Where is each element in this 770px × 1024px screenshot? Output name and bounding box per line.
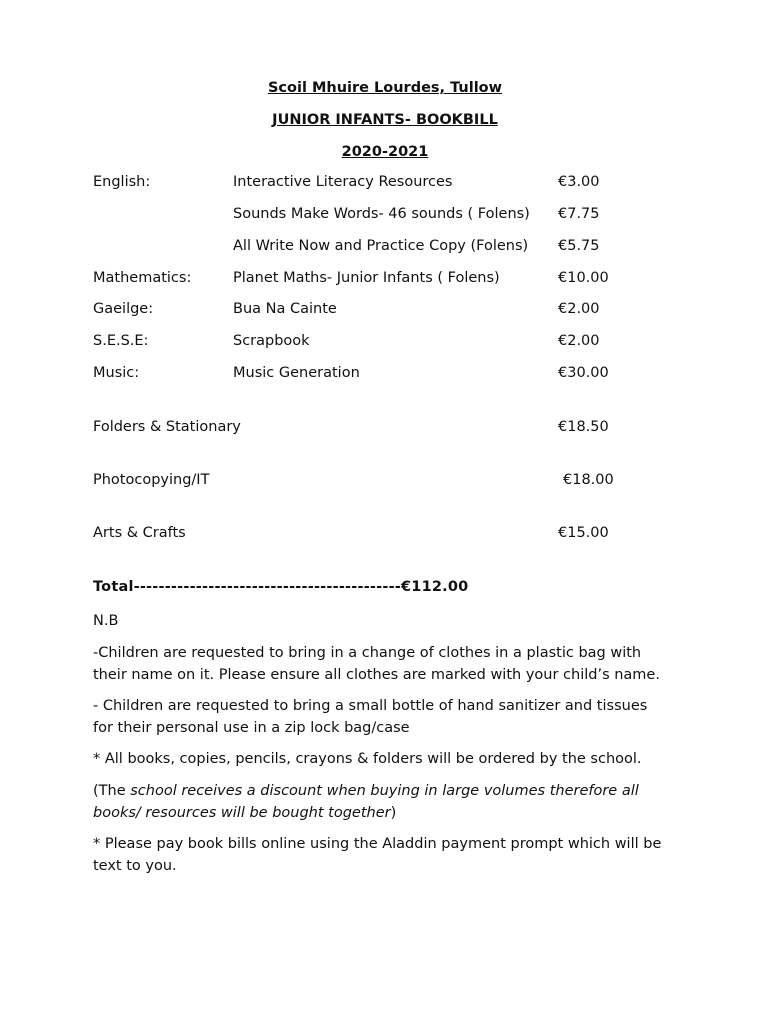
extra-label: Arts & Crafts: [93, 525, 186, 541]
subject-label: S.E.S.E:: [93, 333, 149, 349]
book-title: Sounds Make Words- 46 sounds ( Folens): [233, 206, 530, 222]
extra-label: Photocopying/IT: [93, 472, 210, 488]
book-price: €7.75: [558, 206, 600, 222]
book-title: Scrapbook: [233, 333, 310, 349]
book-price: €10.00: [558, 270, 609, 286]
book-row: [0, 270, 770, 292]
book-title: Planet Maths- Junior Infants ( Folens): [233, 270, 500, 286]
subject-label: English:: [93, 174, 151, 190]
note-payment: * Please pay book bills online using the Aladdin payment prompt which will be text to you.: [93, 836, 662, 874]
book-row: [0, 333, 770, 355]
total-line: [93, 579, 468, 595]
book-price: €30.00: [558, 365, 609, 381]
book-row: [0, 174, 770, 196]
extra-price: €18.50: [558, 419, 609, 435]
extra-row: [0, 472, 770, 494]
note-discount: (The school receives a discount when buying in large volumes therefore all books/ resources will be bought together): [93, 783, 639, 821]
note-ordering: * All books, copies, pencils, crayons & folders will be ordered by the school.: [93, 751, 642, 767]
total-label: Total: [93, 579, 134, 595]
note-clothes: -Children are requested to bring in a change of clothes in a plastic bag with their name on it. Please ensure all clothes are marked with your child’s name.: [93, 645, 660, 683]
book-price: €2.00: [558, 301, 600, 317]
school-name: Scoil Mhuire Lourdes, Tullow: [267, 80, 503, 96]
extra-label: Folders & Stationary: [93, 419, 241, 435]
book-row: [0, 206, 770, 228]
book-title: Music Generation: [233, 365, 360, 381]
book-price: €2.00: [558, 333, 600, 349]
subject-label: Gaeilge:: [93, 301, 154, 317]
book-price: €3.00: [558, 174, 600, 190]
book-row: [0, 238, 770, 260]
extra-row: [0, 525, 770, 547]
book-title: Interactive Literacy Resources: [233, 174, 453, 190]
book-row: [0, 365, 770, 387]
bookbill-title: JUNIOR INFANTS- BOOKBILL: [272, 112, 498, 128]
extra-row: [0, 419, 770, 441]
total-leader: -------------------------------------------: [133, 579, 402, 595]
school-year: 2020-2021: [341, 144, 429, 160]
extra-price: €15.00: [558, 525, 609, 541]
subject-label: Music:: [93, 365, 140, 381]
nb-heading: N.B: [93, 613, 119, 629]
total-amount: €112.00: [401, 579, 469, 595]
book-price: €5.75: [558, 238, 600, 254]
subject-label: Mathematics:: [93, 270, 192, 286]
book-title: All Write Now and Practice Copy (Folens): [233, 238, 529, 254]
book-row: [0, 301, 770, 323]
note-sanitizer: - Children are requested to bring a small bottle of hand sanitizer and tissues for their personal use in a zip lock bag/case: [93, 698, 648, 736]
book-title: Bua Na Cainte: [233, 301, 337, 317]
extra-price: €18.00: [563, 472, 614, 488]
